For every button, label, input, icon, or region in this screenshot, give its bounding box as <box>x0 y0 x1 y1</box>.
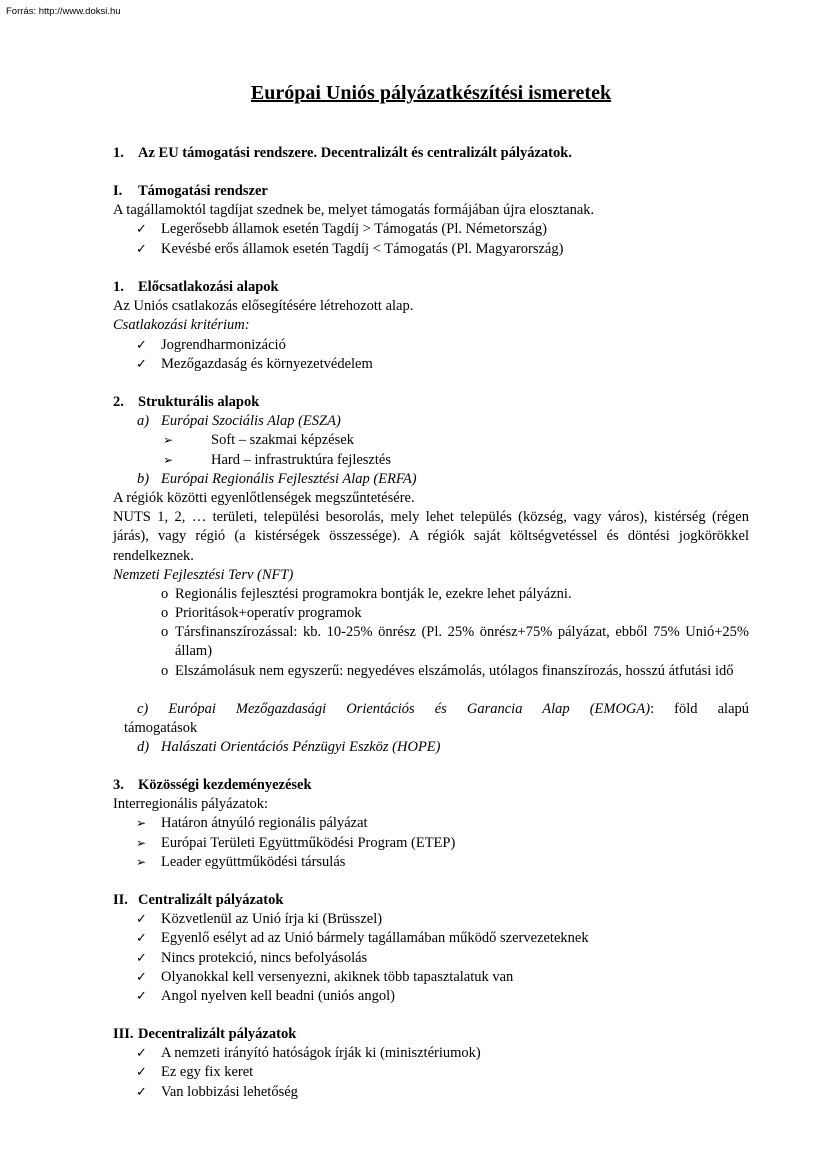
list-item: ✓ Olyanokkal kell versenyezni, akiknek több tapasztalatuk van <box>113 968 749 987</box>
arrow-bullet-icon: ➢ <box>163 433 174 448</box>
checkmark-icon: ✓ <box>136 931 147 947</box>
section-I: I. Támogatási rendszer A tagállamoktól tagdíjat szednek be, melyet támogatás formájában újra elosztanak. ✓ Legerősebb államok esetén Tagdíj > Támogatás (Pl. Németország) ✓ Kevésbé erős államok esetén Tagdíj < Támogatás (Pl. Magyarország) <box>113 182 749 259</box>
list-item: ✓ Mezőgazdaság és környezetvédelem <box>113 355 749 374</box>
checkmark-icon: ✓ <box>136 1084 147 1100</box>
paragraph: A régiók közötti egyenlőtlenségek megszűntetésére. <box>113 489 415 506</box>
subitem-a: a) Európai Szociális Alap (ESZA) <box>137 413 341 430</box>
arrow-bullet-icon: ➢ <box>163 452 174 467</box>
list-item: ➢ Leader együttműködési társulás <box>113 853 749 872</box>
list-item: ✓ Legerősebb államok esetén Tagdíj > Támogatás (Pl. Németország) <box>113 220 749 239</box>
paragraph: Interregionális pályázatok: <box>113 796 269 813</box>
section-III: III. Decentralizált pályázatok ✓ A nemzeti irányító hatóságok írják ki (minisztériumok) ✓ Ez egy fix keret ✓ Van lobbizási lehetőség <box>113 1025 749 1102</box>
source-note: Forrás: http://www.doksi.hu <box>6 6 121 17</box>
paragraph: Az Uniós csatlakozás elősegítésére létrehozott alap. <box>113 298 414 315</box>
subitem-d: d) Halászati Orientációs Pénzügyi Eszköz (HOPE) <box>137 739 441 756</box>
nft-label: Nemzeti Fejlesztési Terv (NFT) <box>113 566 294 583</box>
list-item: ✓ Ez egy fix keret <box>113 1063 749 1082</box>
list-item: o Regionális fejlesztési programokra bontják le, ezekre lehet pályázni. <box>113 585 749 604</box>
circle-bullet-icon: o <box>161 662 169 679</box>
circle-bullet-icon: o <box>161 624 169 641</box>
section-structural-funds: 2. Strukturális alapok a) Európai Szociális Alap (ESZA) ➢ Soft – szakmai képzések ➢ Hard – infrastruktúra fejlesztés b) Európai Regionális Fejlesztési Alap (ERFA) A régiók közötti egyenlőtlenségek megszűntetésére. NUTS 1, 2, … területi, települési besorolás, mely lehet település (község, vagy város), kistérség (régen járás), vagy régió (a kistérségek összessége). A régiók saját költségvetéssel és döntési jogkörökkel rendelkeznek. Nemzeti Fejlesztési Terv (NFT) o Regionális fejlesztési programokra bontják le, ezekre lehet pályázni. o Prioritások+operatív programok o Társfinanszírozással: kb. 10-25% önrész (Pl. 25% önrész+75% pályázat, ebből 75% Unió+25% állam) o Elszámolásuk nem egyszerű: negyedéves elszámolás, utólagos finanszírozás, hosszú átfutási idő c) Európai Mezőgazdasági Orientációs és Garancia Alap (EMOGA): föld alapú támogatások d) Halászati Orientációs Pénzügyi Eszköz (HOPE) <box>113 393 749 758</box>
checkmark-icon: ✓ <box>136 912 147 928</box>
checkmark-icon: ✓ <box>136 950 147 966</box>
checkmark-icon: ✓ <box>136 241 147 257</box>
checkmark-icon: ✓ <box>136 222 147 238</box>
list-item: ✓ Jogrendharmonizáció <box>113 336 749 355</box>
arrow-bullet-icon: ➢ <box>136 835 147 850</box>
list-item: ➢ Soft – szakmai képzések <box>113 431 749 450</box>
checkmark-icon: ✓ <box>136 337 147 353</box>
section-pre-accession: 1. Előcsatlakozási alapok Az Uniós csatlakozás elősegítésére létrehozott alap. Csatlakozási kritérium: ✓ Jogrendharmonizáció ✓ Mezőgazdaság és környezetvédelem <box>113 278 749 374</box>
list-item: ✓ A nemzeti irányító hatóságok írják ki (minisztériumok) <box>113 1044 749 1063</box>
section-community-initiatives: 3. Közösségi kezdeményezések Interregionális pályázatok: ➢ Határon átnyúló regionális pályázat ➢ Európai Területi Együttműködési Program (ETEP) ➢ Leader együttműködési társulás <box>113 776 749 872</box>
list-item: ✓ Közvetlenül az Unió írja ki (Brüsszel) <box>113 910 749 929</box>
checkmark-icon: ✓ <box>136 988 147 1004</box>
criterion-label: Csatlakozási kritérium: <box>113 317 250 334</box>
list-item: o Prioritások+operatív programok <box>113 604 749 623</box>
list-item: ➢ Európai Területi Együttműködési Program (ETEP) <box>113 834 749 853</box>
list-item: ✓ Egyenlő esélyt ad az Unió bármely tagállamában működő szervezeteknek <box>113 929 749 948</box>
checkmark-icon: ✓ <box>136 1046 147 1062</box>
checkmark-icon: ✓ <box>136 1065 147 1081</box>
subitem-b: b) Európai Regionális Fejlesztési Alap (ERFA) <box>137 470 417 487</box>
subitem-c-continuation: támogatások <box>124 720 198 737</box>
section-1-heading: 1. Az EU támogatási rendszere. Decentralizált és centralizált pályázatok. <box>113 145 572 161</box>
paragraph: A tagállamoktól tagdíjat szednek be, melyet támogatás formájában újra elosztanak. <box>113 202 595 219</box>
checkmark-icon: ✓ <box>136 356 147 372</box>
list-item: o Társfinanszírozással: kb. 10-25% önrész (Pl. 25% önrész+75% pályázat, ebből 75% Unió+25% állam) <box>161 624 749 660</box>
circle-bullet-icon: o <box>161 605 169 622</box>
arrow-bullet-icon: ➢ <box>136 854 147 869</box>
list-item: ➢ Hard – infrastruktúra fejlesztés <box>113 451 749 470</box>
list-item: ✓ Kevésbé erős államok esetén Tagdíj < Támogatás (Pl. Magyarország) <box>113 240 749 259</box>
arrow-bullet-icon: ➢ <box>136 816 147 831</box>
list-item: ✓ Angol nyelven kell beadni (uniós angol) <box>113 987 749 1006</box>
checkmark-icon: ✓ <box>136 969 147 985</box>
section-II: II. Centralizált pályázatok ✓ Közvetlenül az Unió írja ki (Brüsszel) ✓ Egyenlő esélyt ad az Unió bármely tagállamában működő szervezeteknek ✓ Nincs protekció, nincs befolyásolás ✓ Olyanokkal kell versenyezni, akiknek több tapasztalatuk van ✓ Angol nyelven kell beadni (uniós angol) <box>113 891 749 1006</box>
list-item: ✓ Nincs protekció, nincs befolyásolás <box>113 949 749 968</box>
subitem-c: c) Európai Mezőgazdasági Orientációs és Garancia Alap (EMOGA): föld alapú <box>137 701 750 718</box>
circle-bullet-icon: o <box>161 585 169 602</box>
paragraph: NUTS 1, 2, … területi, települési besorolás, mely lehet település (község, vagy város), kistérség (régen járás), vagy régió (a kistérségek összessége). A régiók saját költségvetéssel és döntési jogkörökkel rendelkeznek. <box>113 509 749 564</box>
list-item: o Elszámolásuk nem egyszerű: negyedéves elszámolás, utólagos finanszírozás, hosszú átfutási idő <box>113 662 749 700</box>
list-item: ➢ Határon átnyúló regionális pályázat <box>113 814 749 833</box>
document-title: Európai Uniós pályázatkészítési ismeretek <box>250 82 612 104</box>
list-item: ✓ Van lobbizási lehetőség <box>113 1083 749 1102</box>
